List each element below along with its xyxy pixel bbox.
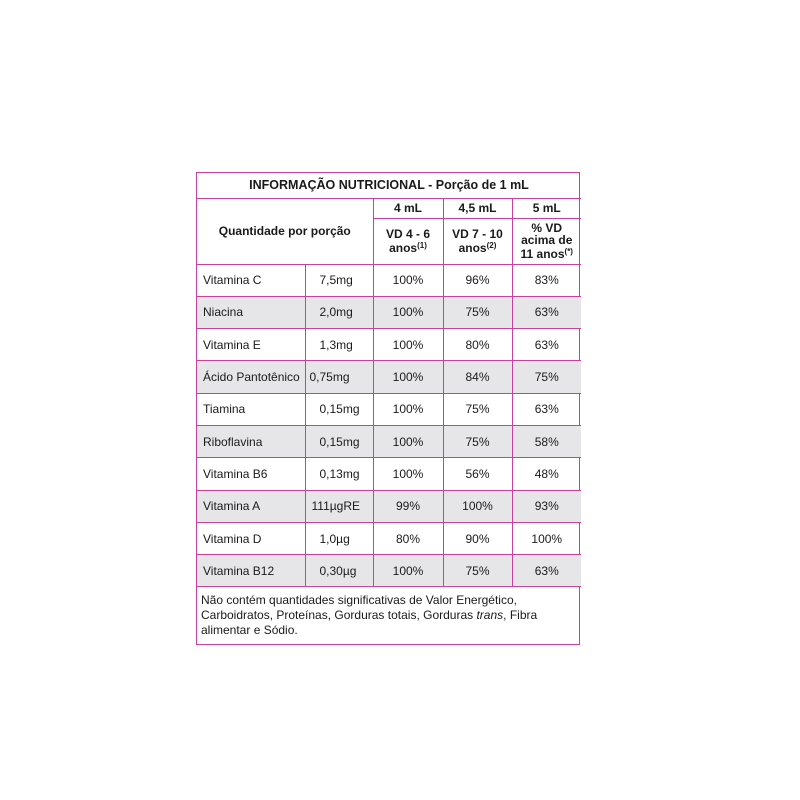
dv-header-2-line2: anos (458, 241, 487, 255)
nutrient-name: Vitamina E (197, 329, 305, 361)
dv-header-3-note: (*) (564, 247, 573, 256)
dv-value-1: 100% (373, 458, 443, 490)
nutrient-name: Vitamina B6 (197, 458, 305, 490)
table-row (197, 425, 581, 457)
dv-value-2: 75% (443, 555, 512, 587)
nutrient-name: Ácido Pantotênico (197, 361, 305, 393)
dv-value-3: 75% (512, 361, 581, 393)
dv-value-1: 100% (373, 264, 443, 296)
nutrient-amount: 1,0µg (305, 522, 373, 554)
nutrient-amount: 2,0mg (305, 296, 373, 328)
dv-value-2: 75% (443, 393, 512, 425)
serving-size-1: 4 mL (373, 198, 443, 218)
dv-header-3-line3: 11 anos (520, 247, 565, 261)
nutrient-amount: 0,15mg (305, 393, 373, 425)
nutrient-amount: 111µgRE (305, 490, 373, 522)
nutrient-amount: 0,13mg (305, 458, 373, 490)
dv-value-1: 100% (373, 296, 443, 328)
dv-value-2: 80% (443, 329, 512, 361)
table-row (197, 458, 581, 490)
nutrient-amount: 0,75mg (305, 361, 373, 393)
table-row (197, 393, 581, 425)
dv-header-3-line2: acima de (521, 233, 573, 247)
dv-value-3: 63% (512, 555, 581, 587)
table-row (197, 264, 581, 296)
dv-header-1-line1: VD 4 - 6 (385, 227, 430, 241)
dv-header-1-line2: anos (389, 241, 418, 255)
footnote-text-2: , Fibra alimentar e Sódio. (201, 608, 538, 638)
nutrient-amount: 7,5mg (305, 264, 373, 296)
table-row (197, 329, 581, 361)
serving-size-row (197, 198, 581, 218)
dv-value-2: 100% (443, 490, 512, 522)
nutrient-name: Vitamina C (197, 264, 305, 296)
dv-value-3: 93% (512, 490, 581, 522)
nutrient-name: Vitamina D (197, 522, 305, 554)
dv-header-2 (443, 218, 512, 264)
serving-size-2: 4,5 mL (443, 198, 512, 218)
nutrient-name: Vitamina B12 (197, 555, 305, 587)
dv-header-3 (512, 218, 581, 264)
dv-header-1 (373, 218, 443, 264)
footnote-row (197, 587, 581, 645)
table-row (197, 490, 581, 522)
nutrient-name: Tiamina (197, 393, 305, 425)
nutrient-name: Vitamina A (197, 490, 305, 522)
nutrient-amount: 0,30µg (305, 555, 373, 587)
dv-value-2: 96% (443, 264, 512, 296)
dv-value-1: 99% (373, 490, 443, 522)
dv-value-3: 63% (512, 329, 581, 361)
dv-value-2: 90% (443, 522, 512, 554)
footnote (197, 587, 581, 645)
table-title-row (197, 173, 581, 198)
table-row (197, 522, 581, 554)
dv-value-2: 75% (443, 296, 512, 328)
table-row (197, 296, 581, 328)
serving-size-3: 5 mL (512, 198, 581, 218)
dv-value-3: 58% (512, 425, 581, 457)
dv-value-1: 100% (373, 425, 443, 457)
dv-value-2: 84% (443, 361, 512, 393)
dv-value-3: 63% (512, 393, 581, 425)
dv-header-2-line1: VD 7 - 10 (452, 227, 503, 241)
dv-value-1: 100% (373, 329, 443, 361)
quantity-header: Quantidade por porção (197, 198, 373, 264)
table-row (197, 555, 581, 587)
nutrient-name: Riboflavina (197, 425, 305, 457)
dv-value-1: 80% (373, 522, 443, 554)
dv-value-3: 83% (512, 264, 581, 296)
dv-value-1: 100% (373, 555, 443, 587)
dv-value-3: 63% (512, 296, 581, 328)
dv-header-3-line1: % VD (531, 221, 563, 235)
footnote-italic: trans (476, 608, 504, 623)
nutrition-facts-table (196, 172, 580, 645)
dv-value-3: 100% (512, 522, 581, 554)
nutrient-amount: 1,3mg (305, 329, 373, 361)
table-title: INFORMAÇÃO NUTRICIONAL - Porção de 1 mL (197, 173, 581, 198)
dv-value-3: 48% (512, 458, 581, 490)
nutrient-name: Niacina (197, 296, 305, 328)
table-row (197, 361, 581, 393)
dv-value-1: 100% (373, 361, 443, 393)
nutrition-table (197, 173, 581, 644)
dv-header-1-note: (1) (417, 241, 427, 250)
nutrient-amount: 0,15mg (305, 425, 373, 457)
dv-value-2: 75% (443, 425, 512, 457)
dv-value-1: 100% (373, 393, 443, 425)
footnote-text-1: Não contém quantidades significativas de Valor Energético, Carboidratos, Proteínas, Gorduras totais, Gorduras (201, 593, 517, 623)
dv-header-2-note: (2) (486, 241, 497, 250)
dv-value-2: 56% (443, 458, 512, 490)
